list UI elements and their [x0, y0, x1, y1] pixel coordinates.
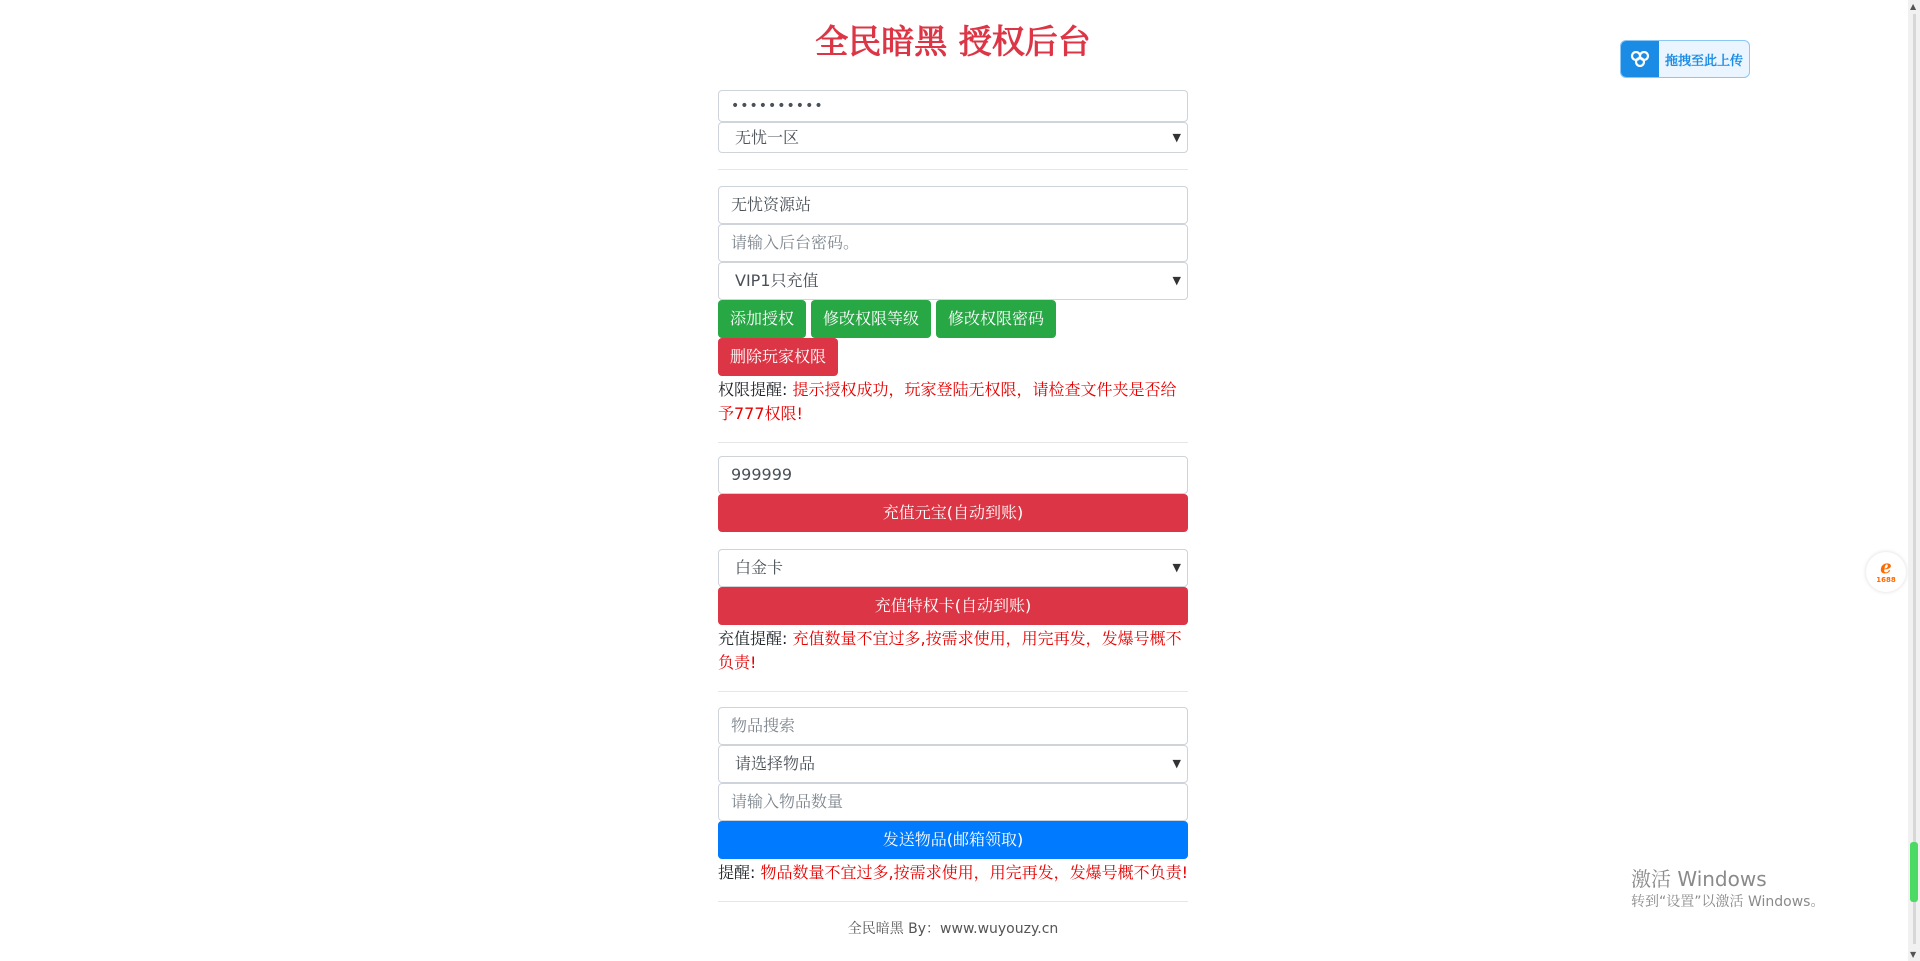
item-search-input[interactable]: 物品搜索 [718, 707, 1188, 745]
recharge-note [718, 627, 1188, 675]
page-title: 全民暗黑 授权后台 [815, 22, 1091, 61]
card-type-select-value: 白金卡 [735, 558, 784, 577]
recharge-note-message: 充值数量不宜过多,按需求使用，用完再发，发爆号概不负责! [718, 629, 1182, 672]
recharge-note-label: 充值提醒: [718, 629, 788, 648]
alibaba-logo-glyph: ℯ [1880, 557, 1892, 578]
item-note-message: 物品数量不宜过多,按需求使用，用完再发，发爆号概不负责! [760, 863, 1189, 882]
alibaba-1688-icon[interactable] [1866, 552, 1906, 592]
vip-level-select[interactable] [718, 262, 1188, 300]
auth-note-message: 提示授权成功，玩家登陆无权限，请检查文件夹是否给予777权限! [718, 380, 1177, 423]
badge-text: 1688 [1876, 576, 1896, 584]
admin-password-input[interactable]: 请输入后台密码。 [718, 224, 1188, 262]
baidu-netdisk-icon [1621, 41, 1659, 77]
auth-note-label: 权限提醒: [718, 380, 788, 399]
send-item-button[interactable]: 发送物品(邮箱领取) [718, 821, 1188, 859]
item-note [718, 861, 1188, 885]
page-scrollbar[interactable] [1908, 0, 1920, 961]
card-type-select[interactable] [718, 549, 1188, 587]
scroll-down-icon[interactable]: ▼ [1910, 950, 1917, 959]
auth-button-row [718, 300, 1188, 338]
chevron-down-icon: ▼ [1172, 131, 1181, 144]
chevron-down-icon: ▼ [1172, 561, 1181, 574]
watermark-line-1: 激活 Windows [1631, 867, 1767, 891]
modify-level-button[interactable]: 修改权限等级 [811, 300, 931, 338]
divider [718, 691, 1188, 692]
item-select[interactable] [718, 745, 1188, 783]
vip-level-select-value: VIP1只充值 [735, 271, 819, 290]
server-select[interactable] [718, 122, 1188, 153]
windows-activation-watermark [1631, 866, 1824, 912]
drag-upload-button[interactable] [1620, 40, 1750, 78]
divider [718, 442, 1188, 443]
item-note-label: 提醒: [718, 863, 756, 882]
watermark-line-2: 转到“设置”以激活 Windows。 [1631, 894, 1825, 910]
modify-password-button[interactable]: 修改权限密码 [936, 300, 1056, 338]
scroll-up-icon[interactable]: ▲ [1910, 2, 1917, 11]
divider [718, 169, 1188, 170]
recharge-card-button[interactable]: 充值特权卡(自动到账) [718, 587, 1188, 625]
recharge-amount-input[interactable]: 999999 [718, 456, 1188, 494]
auth-panel [718, 0, 1188, 938]
auth-note [718, 378, 1188, 426]
scroll-track [1913, 14, 1916, 944]
spacer [718, 532, 1188, 549]
add-auth-button[interactable]: 添加授权 [718, 300, 806, 338]
password-input[interactable]: •••••••••• [718, 90, 1188, 122]
item-select-value: 请选择物品 [735, 754, 816, 773]
divider [718, 901, 1188, 902]
chevron-down-icon: ▼ [1172, 274, 1181, 287]
item-quantity-input[interactable]: 请输入物品数量 [718, 783, 1188, 821]
recharge-yuanbao-button[interactable]: 充值元宝(自动到账) [718, 494, 1188, 532]
server-select-value: 无忧一区 [735, 128, 800, 147]
scroll-thumb[interactable] [1910, 842, 1918, 902]
footer-credit: 全民暗黑 By：www.wuyouzy.cn [847, 921, 1059, 937]
account-input[interactable]: 无忧资源站 [718, 186, 1188, 224]
delete-auth-button[interactable]: 删除玩家权限 [718, 338, 838, 376]
drag-upload-label: 拖拽至此上传 [1665, 53, 1744, 69]
chevron-down-icon: ▼ [1172, 757, 1181, 770]
auth-button-row-2 [718, 338, 1188, 376]
